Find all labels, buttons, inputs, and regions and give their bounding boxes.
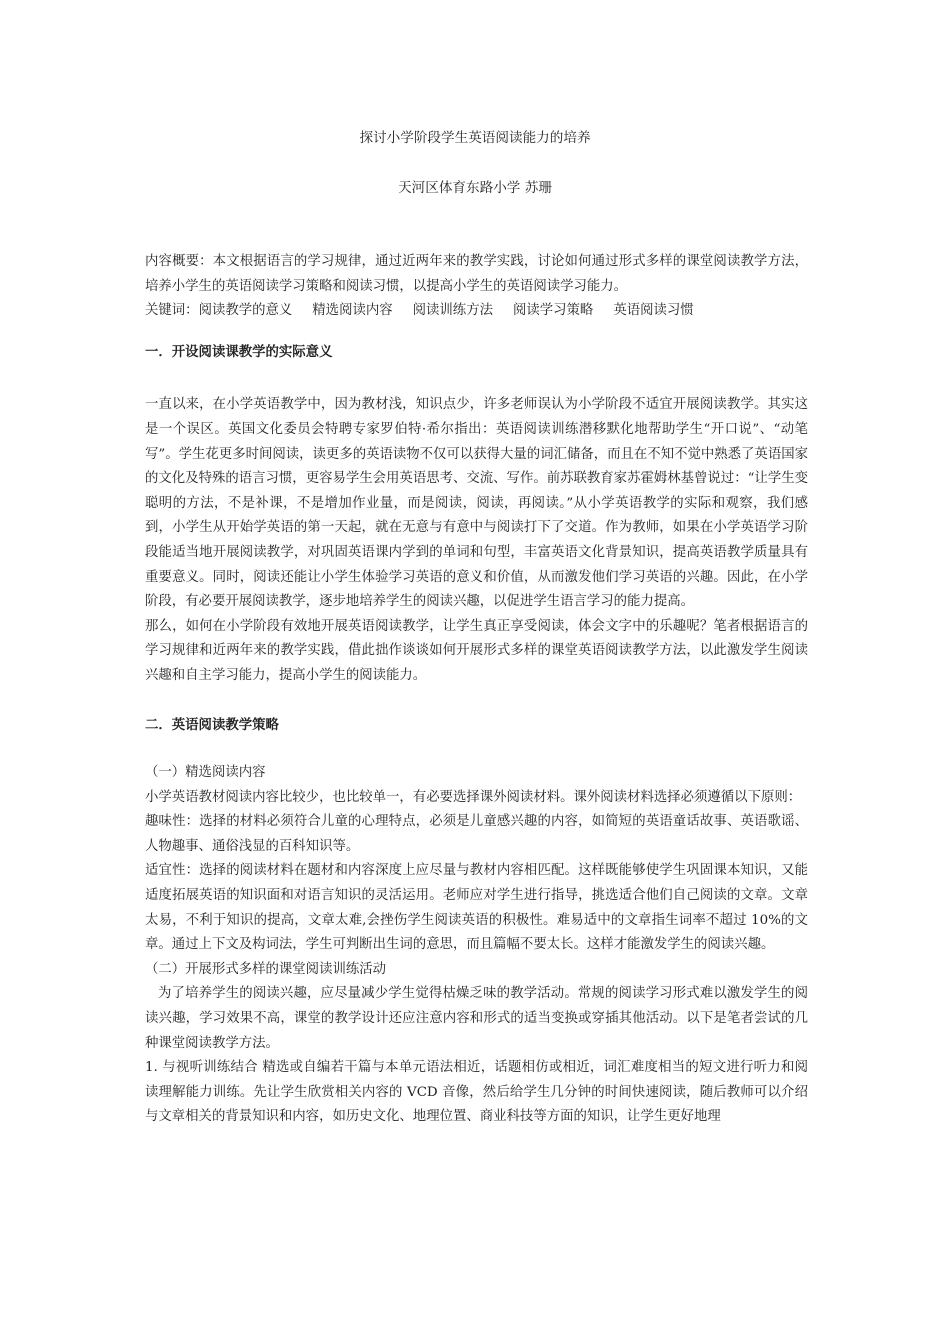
section-paragraph: 为了培养学生的阅读兴趣，应尽量减少学生觉得枯燥乏味的教学活动。常规的阅读学习形式难以激发学生的阅读兴趣，学习效果不高，课堂的教学设计还应注意内容和形式的适当变换或穿插其他活动。以下是笔者尝试的几种课堂阅读教学方法。: [145, 986, 808, 1051]
keyword-item: 阅读训练方法: [412, 303, 493, 319]
section-paragraph: 小学英语教材阅读内容比较少，也比较单一，有必要选择课外阅读材料。课外阅读材料选择必须遵循以下原则：: [145, 789, 802, 805]
subsection-heading: （二）开展形式多样的课堂阅读训练活动: [145, 961, 387, 977]
section-paragraph: 一直以来，在小学英语教学中，因为教材浅，知识点少，许多老师误认为小学阶段不适宜开展阅读教学。其实这是一个误区。英国文化委员会特聘专家罗伯特·希尔指出：英语阅读训练潜移默化地帮助学生“开口说”、“动笔写”。学生花更多时间阅读，读更多的英语读物不仅可以获得大量的词汇储备，而且在不知不觉中熟悉了英语国家的文化及特殊的语言习惯，更容易学生会用英语思考、交流、写作。前苏联教育家苏霍姆林基曾说过：“让学生变聪明的方法，不是补课，不是增加作业量，而是阅读，阅读，再阅读。”从小学英语教学的实际和观察，我们感到，小学生从开始学英语的第一天起，就在无意与有意中与阅读打下了交道。作为教师，如果在小学英语学习阶段能适当地开展阅读教学，对巩固英语课内学到的单词和句型，丰富英语文化背景知识，提高英语教学质量具有重要意义。同时，阅读还能让小学生体验学习英语的意义和价值，从而激发他们学习英语的兴趣。因此，在小学阶段，有必要开展阅读教学，逐步地培养学生的阅读兴趣，以促进学生语言学习的能力提高。: [145, 397, 808, 610]
keywords-label: 关键词：: [145, 303, 199, 319]
keywords-line: [145, 299, 808, 324]
section-heading: 二．英语阅读教学策略: [145, 716, 279, 733]
abstract-paragraph: 内容概要：本文根据语言的学习规律，通过近两年来的教学实践，讨论如何通过形式多样的课堂阅读教学方法，培养小学生的英语阅读学习策略和阅读习惯，以提高小学生的英语阅读学习能力。: [145, 254, 808, 294]
document-body: [145, 250, 808, 1130]
keyword-item: 阅读教学的意义: [198, 303, 293, 319]
section-paragraph: 1. 与视听训练结合 精选或自编若干篇与本单元语法相近，话题相仿或相近，词汇难度相当的短文进行听力和阅读理解能力训练。先让学生欣赏相关内容的 VCD 音像，然后给学生几分钟的时间快速阅读，随后教师可以介绍与文章相关的背景知识和内容，如历史文化、地理位置、商业科技等方面的知识，让学生更好地理: [145, 1060, 808, 1125]
document-author: 天河区体育东路小学 苏珊: [398, 180, 552, 196]
section-paragraph: 那么，如何在小学阶段有效地开展英语阅读教学，让学生真正享受阅读，体会文字中的乐趣呢？笔者根据语言的学习规律和近两年来的教学实践，借此拙作谈谈如何开展形式多样的课堂英语阅读教学方法，以此激发学生阅读兴趣和自主学习能力，提高小学生的阅读能力。: [145, 618, 808, 683]
keyword-item: 英语阅读习惯: [613, 303, 694, 319]
document-title: 探讨小学阶段学生英语阅读能力的培养: [359, 130, 591, 146]
section-paragraph: 趣味性：选择的材料必须符合儿童的心理特点，必须是儿童感兴趣的内容，如简短的英语童话故事、英语歌谣、人物趣事、通俗浅显的百科知识等。: [145, 814, 808, 854]
keyword-item: 阅读学习策略: [512, 303, 594, 319]
section-paragraph: 适宜性：选择的阅读材料在题材和内容深度上应尽量与教材内容相匹配。这样既能够使学生巩固课本知识，又能适度拓展英语的知识面和对语言知识的灵活运用。老师应对学生进行指导，挑选适合他们自己阅读的文章。文章太易，不利于知识的提高，文章太难,会挫伤学生阅读英语的积极性。难易适中的文章指生词率不超过 10%的文章。通过上下文及构词法，学生可判断出生词的意思，而且篇幅不要太长。这样才能激发学生的阅读兴趣。: [145, 863, 808, 953]
subsection-heading: （一）精选阅读内容: [145, 765, 266, 781]
section-heading: 一．开设阅读课教学的实际意义: [145, 343, 333, 360]
keyword-item: 精选阅读内容: [312, 303, 393, 319]
